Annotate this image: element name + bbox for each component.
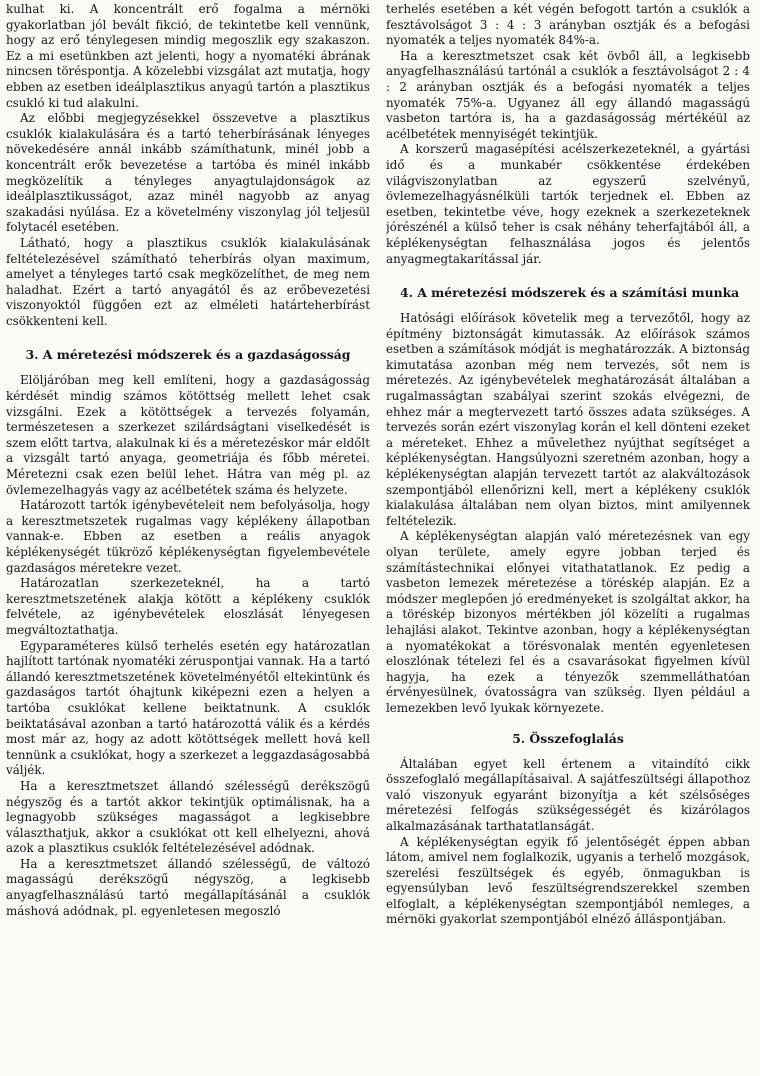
section-heading-3: 3. A méretezési módszerek és a gazdaságosság (25, 347, 351, 363)
paragraph: Hatósági előírások követelik meg a tervezőtől, hogy az építmény biztonságát kimutassák. Az előírások számos esetben a számítások módját is meghatározzák. A biztonság kimutatása azonban még nem tervezés, sőt nem is méretezés. Az igénybevételek meghatározását általában a rugalmasságtan szabályai szerint szokás elvégezni, de ehhez már a megtervezett tartó összes adata szükséges. A tervezés során ezért viszonylag korán el kell dönteni ezeket a méreteket. Ehhez a művelethez nyújthat segítséget a képlékenységtan. Hangsúlyozni szeretném azonban, hogy a képlékenységtan alapján tervezett tartót az alakváltozások szempontjából ellenőrizni kell, mert a képlékeny csuklók kialakulása általában nem olyan biztos, mint amilyennek feltételezik. (386, 311, 750, 528)
section-heading-4: 4. A méretezési módszerek és a számítási munka (400, 285, 740, 301)
paragraph: Egyparaméteres külső terhelés esetén egy határozatlan hajlított tartónak nyomatéki zéruspontjai vannak. Ha a tartó állandó keresztmetszetének követelményétől eltekintünk és gazdaságos tartót óhajtunk kiképezni ezen a helyen a tartóba csuklókat kellene beiktatnunk. A csuklók beiktatásával azonban a tartó határozottá válik és a kérdés most már az, hogy az adott kötöttségek mellett hová kell tennünk a csuklókat, hogy a szerkezet a leggazdaságosabbá váljék. (6, 638, 370, 778)
paragraph: Ha a keresztmetszet állandó szélességű, de változó magasságú derékszögű négyszög, a legkisebb anyagfelhasználású tartó megállapításánál a csuklók máshová adódnak, pl. egyenletesen megoszló (6, 856, 370, 918)
paragraph: Határozatlan szerkezeteknél, ha a tartó keresztmetszetének alakja kötött a képlékeny csuklók felvétele, az igénybevételek eloszlását lényegesen megváltoztathatja. (6, 576, 370, 637)
paragraph: Ha a keresztmetszet állandó szélességű derékszögű négyszög és a tartót akkor tekintjük optimálisnak, ha a legnagyobb szükséges magasságot a legkisebbre választhatjuk, akkor a csuklókat ott kell elhelyezni, ahová azok a plasztikus csuklók feltételezésével adódnak. (6, 778, 370, 856)
right-column (386, 2, 750, 1076)
paragraph: Elöljáróban meg kell említeni, hogy a gazdaságosság kérdését mindig számos kötöttség mellett lehet csak vizsgálni. Ezek a kötöttségek a tervezés folyamán, természetesen a szerkezet szilárdságtani viselkedését is szem előtt tartva, alakulnak ki és a méretezéskor már eldőlt a vizsgált tartó anyaga, geometriája és főbb méretei. Méretezni csak ezen belül lehet. Hátra van még pl. az övlemezelhagyás vagy az acélbetétek száma és helyzete. (6, 373, 370, 497)
paragraph: A képlékenységtan egyik fő jelentőségét éppen abban látom, amivel nem foglalkozik, ugyanis a terhelő mozgások, szerelési feszültségek és egyéb, önmagukban is egyensúlyban levő feszültségrendszerekkel szemben elfoglalt, a képlékenységtan szempontjából nemleges, a mérnöki gyakorlat szempontjából elnéző álláspontjában. (386, 834, 750, 927)
paragraph: terhelés esetében a két végén befogott tartón a csuklók a fesztávolságot 3 : 4 : 3 arányban osztják és a befogási nyomaték a teljes nyomaték 84%-a. (386, 2, 750, 48)
paragraph: Ha a keresztmetszet csak két övből áll, a legkisebb anyagfelhasználású tartónál a csuklók a fesztávolságot 2 : 4 : 2 arányban osztják és a befogási nyomaték a teljes nyomaték 75%-a. Ugyanez áll egy állandó magasságú vasbeton tartóra is, ha a gazdaságosság mértékéül az acélbetétek mennyiségét tekintjük. (386, 48, 750, 141)
paragraph: A korszerű magasépítési acélszerkezeteknél, a gyártási idő és a munkabér csökkentése érdekében világviszonylatban az egyszerű szelvényű, övlemezelhagyásnélküli tartók terjednek el. Ebben az esetben, tekintetbe véve, hogy ezeknek a szerkezeteknek jórészénél a külső teher is csak néhány teherfajtából áll, a képlékenységtan felhasználása jogos és jelentős anyagmegtakarítással jár. (386, 142, 750, 266)
paragraph: Látható, hogy a plasztikus csuklók kialakulásának feltételezésével számítható teherbírás olyan maximum, amelyet a tényleges tartó csak megközelíthet, de meg nem haladhat. Ezért a tartó anyagától és az erőbevezetési viszonyoktól függően ezt az elméleti határteherbírást csökkenteni kell. (6, 235, 370, 328)
section-heading-5: 5. Összefoglalás (512, 730, 624, 746)
paragraph: Az előbbi megjegyzésekkel összevetve a plasztikus csuklók kialakulására és a tartó teherbírásának lényeges növekedésére annál inkább számíthatunk, minél jobb a koncentrált erők bevezetése a tartóba és minél inkább megközelítik a tényleges anyagtulajdonságok az ideálplasztikusságot, azaz minél nagyobb az anyag szakadási nyúlása. Ez a követelmény viszonylag jól teljesül folytacél esetében. (6, 111, 370, 235)
paragraph: Általában egyet kell értenem a vitaindító cikk összefoglaló megállapításaival. A sajátfeszültségi állapothoz való viszonyuk egyaránt bizonyítja a két szélsőséges méretezési felfogás szükségességét és kizárólagos alkalmazásának tarthatatlanságát. (386, 756, 750, 833)
paragraph: kulhat ki. A koncentrált erő fogalma a mérnöki gyakorlatban jól bevált fikció, de tekintetbe kell vennünk, hogy az erő ténylegesen mindig megoszlik egy szakaszon. Ez a mi esetünkben azt jelenti, hogy a nyomatéki ábrának nincsen töréspontja. A közelebbi vizsgálat azt mutatja, hogy ebben az esetben ideálplasztikus anyagú tartón a plasztikus csukló ki tud alakulni. (6, 2, 370, 110)
left-column (6, 2, 370, 1076)
paragraph: Határozott tartók igénybevételeit nem befolyásolja, hogy a keresztmetszetek rugalmas vagy képlékeny állapotban vannak-e. Ebben az esetben a reális anyagok képlékenységét tükröző képlékenységtan figyelembevétele gazdaságos méretekre vezet. (6, 498, 370, 575)
paragraph: A képlékenységtan alapján való méretezésnek van egy olyan területe, amely egyre jobban terjed és számítástechnikai előnyei vitathatatlanok. Ez pedig a vasbeton lemezek méretezése a töréskép alapján. Ez a módszer meglepően jó eredményeket is szolgáltat akkor, ha a töréskép bizonyos mértékben jól közelíti a rugalmas lehajlási alakot. Tekintve azonban, hogy a képlékenységtan a nyomatékokat a törésvonalak mentén egyenletesen eloszlónak tételezi fel és a csavarásokat figyelmen kívül hagyja, ha ezek a tényezők szemmelláthatóan érvényesülnek, óvatosságra van szükség. Ilyen például a lemezekben levő lyukak környezete. (386, 529, 750, 715)
